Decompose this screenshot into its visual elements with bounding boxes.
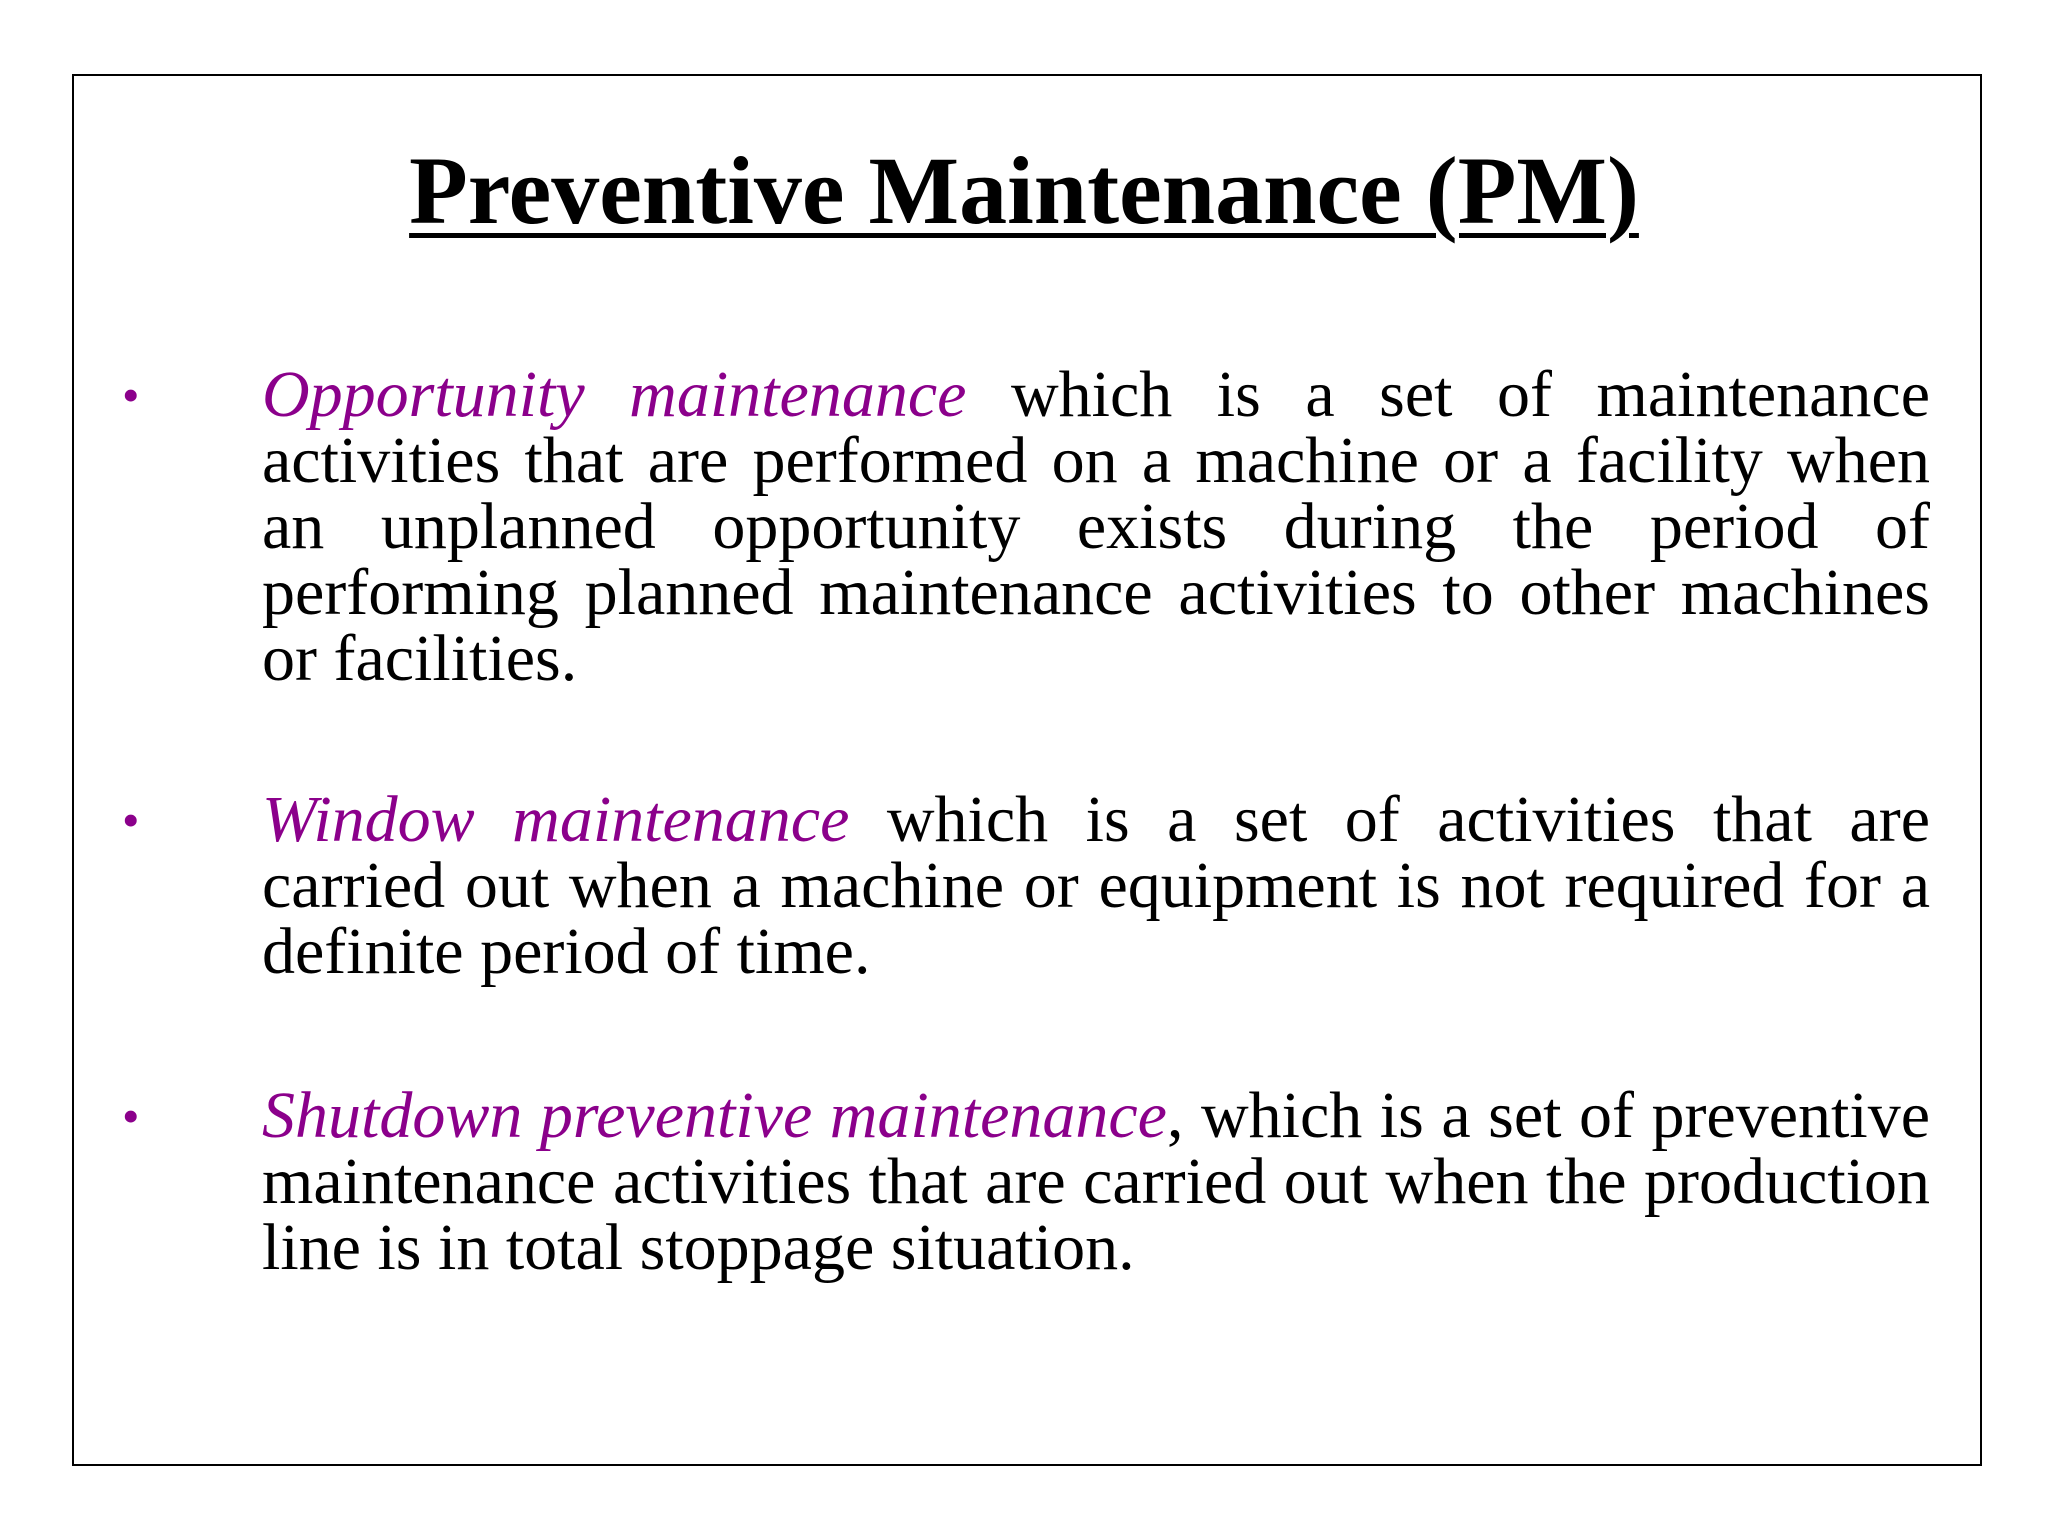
bullet-text	[262, 358, 1930, 695]
bullet-description: , which is a set of preventive maintenance activities that are carried out when the production line is in total stoppage situation.	[262, 1079, 1930, 1284]
bullet-description: which is a set of activities that are carried out when a machine or equipment is not required for a definite period of time.	[262, 783, 1930, 988]
bullet-term: Window maintenance	[262, 783, 850, 856]
bullet-text	[262, 1079, 1930, 1284]
bullet-marker: •	[122, 1088, 140, 1144]
bullet-term: Shutdown preventive maintenance	[262, 1079, 1167, 1152]
bullet-description: which is a set of maintenance activities that are performed on a machine or a facility when an unplanned opportunity exists during the period of performing planned maintenance activities to other machines or facilities.	[262, 358, 1930, 695]
bullet-marker: •	[122, 367, 140, 423]
bullet-marker: •	[122, 792, 140, 848]
bullet-text	[262, 783, 1930, 988]
slide-title-text: Preventive Maintenance (PM)	[409, 137, 1639, 244]
bullet-term: Opportunity maintenance	[262, 358, 967, 431]
slide-title	[0, 138, 2048, 244]
